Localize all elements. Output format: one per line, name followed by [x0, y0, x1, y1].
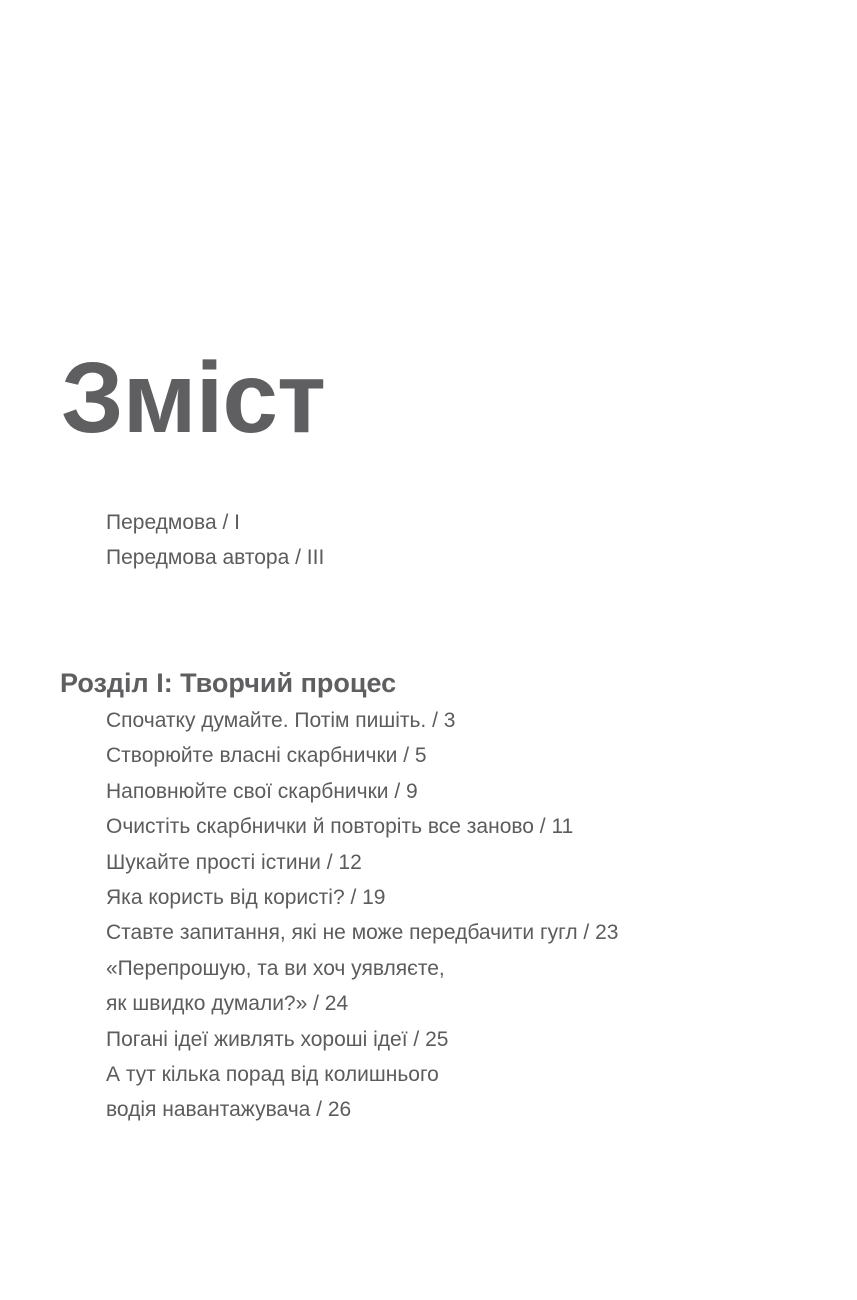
toc-entry: Яка користь від користі? / 19 — [106, 886, 386, 910]
toc-entry: Передмова / I — [106, 511, 240, 534]
toc-entry: Шукайте прості істини / 12 — [106, 850, 362, 874]
page-title: Зміст — [61, 342, 325, 454]
toc-entry-line: «Перепрошую, та ви хоч уявляєте, — [106, 956, 445, 980]
toc-entry-line: А тут кілька порад від колишнього — [106, 1063, 439, 1087]
front-matter-list — [106, 505, 324, 576]
section-heading: Розділ I: Творчий процес — [60, 668, 397, 698]
toc-entry: Створюйте власні скарбнички / 5 — [106, 744, 427, 768]
toc-entry: Спочатку думайте. Потім пишіть. / 3 — [106, 709, 456, 732]
toc-entry: Передмова автора / III — [106, 546, 325, 570]
section-entries-list — [106, 703, 618, 1128]
toc-entry: Ставте запитання, які не може передбачити гугл / 23 — [106, 921, 619, 945]
toc-entry-line: водія навантажувача / 26 — [106, 1098, 352, 1122]
toc-entry: Наповнюйте свої скарбнички / 9 — [106, 779, 418, 803]
toc-entry: Погані ідеї живлять хороші ідеї / 25 — [106, 1027, 449, 1051]
toc-entry-line: як швидко думали?» / 24 — [106, 992, 349, 1016]
toc-entry: Очистіть скарбнички й повторіть все заново / 11 — [106, 815, 574, 839]
